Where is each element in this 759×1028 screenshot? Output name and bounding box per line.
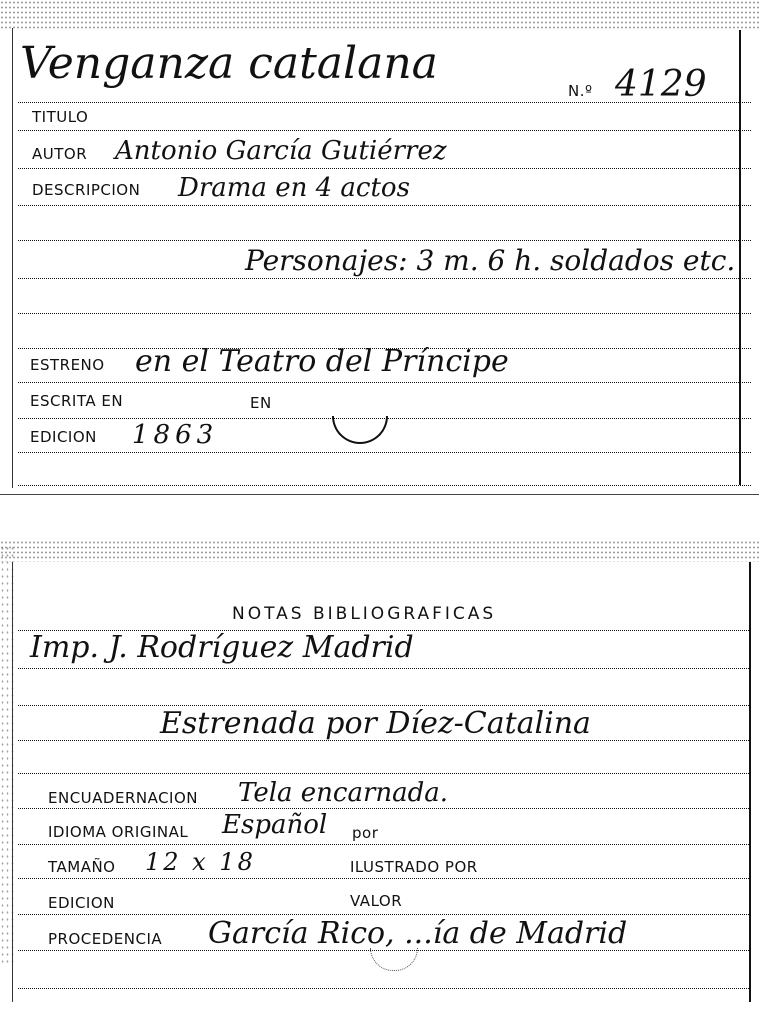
rule-line <box>18 808 751 809</box>
edicion-label: EDICION <box>30 428 97 446</box>
personajes-value: Personajes: 3 m. 6 h. soldados etc. <box>245 244 736 277</box>
descripcion-label: DESCRIPCION <box>32 181 141 199</box>
edicion-label-bottom: EDICION <box>48 894 115 912</box>
tamano-value: 12 x 18 <box>145 848 256 876</box>
card-bottom-edge <box>0 494 759 495</box>
rule-line <box>18 988 751 989</box>
card-frame-right <box>749 562 751 1002</box>
escrita-en-label: ESCRITA EN <box>30 392 124 410</box>
en-label: EN <box>250 394 272 412</box>
procedencia-label: PROCEDENCIA <box>48 930 163 948</box>
rule-line <box>18 313 751 314</box>
estreno-label: ESTRENO <box>30 356 105 374</box>
rule-line <box>18 668 751 669</box>
procedencia-value: García Rico, ...ía de Madrid <box>208 916 628 951</box>
notas-heading: NOTAS BIBLIOGRAFICAS <box>232 604 497 624</box>
rule-line <box>18 168 751 169</box>
punch-hole <box>370 948 418 971</box>
por-label: por <box>352 824 379 842</box>
number-label: N.º <box>568 82 593 100</box>
valor-label: VALOR <box>350 892 403 910</box>
rule-line <box>18 130 751 131</box>
rule-line <box>18 914 751 915</box>
encuadernacion-label: ENCUADERNACION <box>48 789 199 807</box>
note-line-1: Imp. J. Rodríguez Madrid <box>30 630 414 665</box>
catalog-card-bottom <box>0 540 759 1028</box>
card-top-edge <box>0 540 759 562</box>
rule-line <box>18 240 751 241</box>
rule-line <box>18 773 751 774</box>
idioma-value: Español <box>222 810 328 840</box>
idioma-label: IDIOMA ORIGINAL <box>48 823 189 841</box>
encuadernacion-value: Tela encarnada. <box>238 778 449 808</box>
rule-line <box>18 844 751 845</box>
card-frame-right <box>739 30 741 485</box>
edicion-value: 1863 <box>132 420 219 450</box>
rule-line <box>18 878 751 879</box>
rule-line <box>18 382 751 383</box>
tamano-label: TAMAÑO <box>48 858 116 876</box>
card-frame-left <box>12 28 13 488</box>
punch-hole <box>332 416 388 444</box>
card-frame-left <box>12 562 13 1002</box>
rule-line <box>18 205 751 206</box>
card-top-edge <box>0 0 759 30</box>
note-line-2: Estrenada por Díez-Catalina <box>160 706 591 741</box>
catalog-card-top <box>0 0 759 495</box>
ilustrado-label: ILUSTRADO POR <box>350 858 478 876</box>
autor-label: AUTOR <box>32 145 88 163</box>
descripcion-value: Drama en 4 actos <box>178 173 410 203</box>
rule-line <box>18 278 751 279</box>
rule-line <box>18 452 751 453</box>
autor-value: Antonio García Gutiérrez <box>115 136 447 166</box>
title-value: Venganza catalana <box>20 38 438 89</box>
estreno-value: en el Teatro del Príncipe <box>135 344 509 379</box>
titulo-label: TITULO <box>32 108 89 126</box>
rule-line <box>18 485 751 486</box>
number-value: 4129 <box>615 64 707 105</box>
